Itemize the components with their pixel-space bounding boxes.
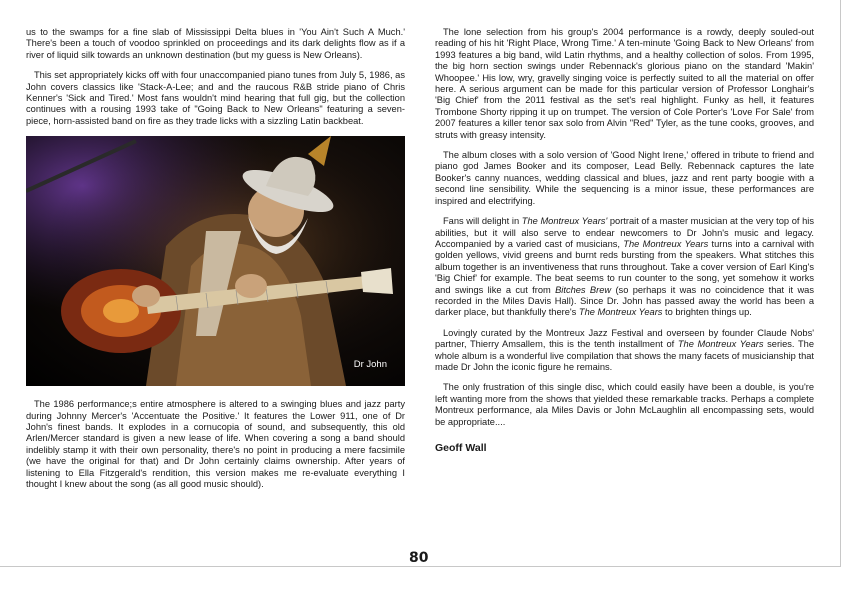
page-number: 80 xyxy=(409,550,429,566)
left-paragraph-3: The 1986 performance;s entire atmosphere is altered to a swinging blues and jazz party during Johnny Mercer's 'Accentuate the Positive.' It features the Lower 911, one of Dr John's finest bands. It explodes in a cornucopia of sound, and subsequently, this old Arlen/Mercer standard is given a new lease of life. When covering a song a band should indelibly stamp it with their own personality, there's no point in producing a mere facsimile (we have the original for that) and Dr John certainly claims ownership. After years of listening to Ella Fitzgerald's rendition, this version makes me re-evaluate everything I thought I knew about the song (as all good music should). xyxy=(26,399,405,490)
photo-illustration xyxy=(26,136,405,386)
text-run: series. The whole album is a wonderful live compilation that shows the many facets of musicianship that made Dr John the iconic figure he remains. xyxy=(435,339,815,372)
left-column xyxy=(26,27,405,500)
right-column xyxy=(435,27,814,454)
right-paragraph-2: The album closes with a solo version of 'Good Night Irene,' offered in tribute to friend and piano god James Booker and its composer, Lead Belly. Rebennack captures the late Booker's canny nuances, wedding classical and blues, jazz and rent party boogie with a second line sensibility. While the sequencing is a minor issue, these performances are inspired and electrifying. xyxy=(435,150,814,206)
dr-john-photo xyxy=(26,136,405,386)
right-paragraph-4 xyxy=(435,328,814,374)
text-run: Fans will delight in xyxy=(443,216,522,227)
album-title: The Montreux Years xyxy=(623,238,709,249)
right-paragraph-1: The lone selection from his group's 2004 performance is a rowdy, deeply souled-out reading of his hit 'Right Place, Wrong Time.' A ten-minute 'Going Back to New Orleans' from 1993 features a big band, wild Latin rhythms, and a healthy collection of solos. From 1995, the big horn section swings under Rebennack's glorious piano on the standard 'Makin' Whoopee.' His low, wry, gravelly singing voice is perfectly suited to all the material on offer here. A serious argument can be made for this particular version of Professor Longhair's 'Big Chief' from the 2011 festival as the set's real highlight. Funky as hell, it features Trombone Shorty ripping it up on trumpet. The version of Cole Porter's 'Love For Sale' from 2007 features a killer tenor sax solo from Alvin "Red" Tyler, as the tune cooks, grooves, and struts with greasy intensity. xyxy=(435,27,814,140)
album-title: The Montreux Years' xyxy=(521,216,608,227)
right-paragraph-3 xyxy=(435,216,814,319)
album-title: The Montreux Years xyxy=(578,307,663,318)
text-run: portrait of a master musician at the very top of his abilities, but it will also serve to endear newcomers to Dr John's music and legacy. Accompanied by a varied cast of musicians, xyxy=(435,216,815,249)
left-paragraph-1: us to the swamps for a fine slab of Mississippi Delta blues in 'You Ain't Such A Much.' There's been a touch of voodoo sprinkled on proceedings and its dark delights flow as if a river of liquid silk towards an unknown destination (but my guess is New Orleans). xyxy=(26,27,405,60)
author-signature: Geoff Wall xyxy=(435,442,487,454)
album-title: The Montreux Years xyxy=(677,339,764,350)
text-run: to brighten things up. xyxy=(662,307,752,318)
left-paragraph-2: This set appropriately kicks off with four unaccompanied piano tunes from July 5, 1986, as John covers classics like 'Stack-A-Lee; and and the raucous R&B stride piano of Chris Kenner's 'Sick and Tired.' Most fans wouldn't mind hearing that full gig, but the collection continues with a rousing 1993 take of "Going Back to New Orleans" featuring a seven-piece, horn-assisted band on fire as they trade licks with a sizzling Latin backbeat. xyxy=(26,70,405,126)
album-title: Bitches Brew xyxy=(555,284,612,295)
text-run: Lovingly curated by the Montreux Jazz Festival and overseen by founder Claude Nobs' partner, Thierry Amsallem, this is the tenth installment of xyxy=(435,327,814,350)
photo-caption: Dr John xyxy=(353,359,387,371)
right-paragraph-5: The only frustration of this single disc, which could easily have been a double, is you're left wanting more from the shows that yielded these remarkable tracks. Perhaps a complete Montreux performance, ala Miles Davis or John McLaughlin all encompassing sets, would be appropriate.... xyxy=(435,382,814,427)
text-run: turns into a carnival with golden yellows, vivid greens and burnt reds bursting from the speakers. What stitches this album together is an inventiveness that runs throughout. Take a cover version of Earl King's 'Big Chief' for example. The beat seems to run counter to the song, yet somehow it works and swings like a cut from xyxy=(435,238,815,295)
text-run: (so perhaps it was no coincidence that it was recorded in the Miles Davis Hall). Since Dr. John has passed away the world has been a darker place, but thankfully there's xyxy=(435,284,814,318)
